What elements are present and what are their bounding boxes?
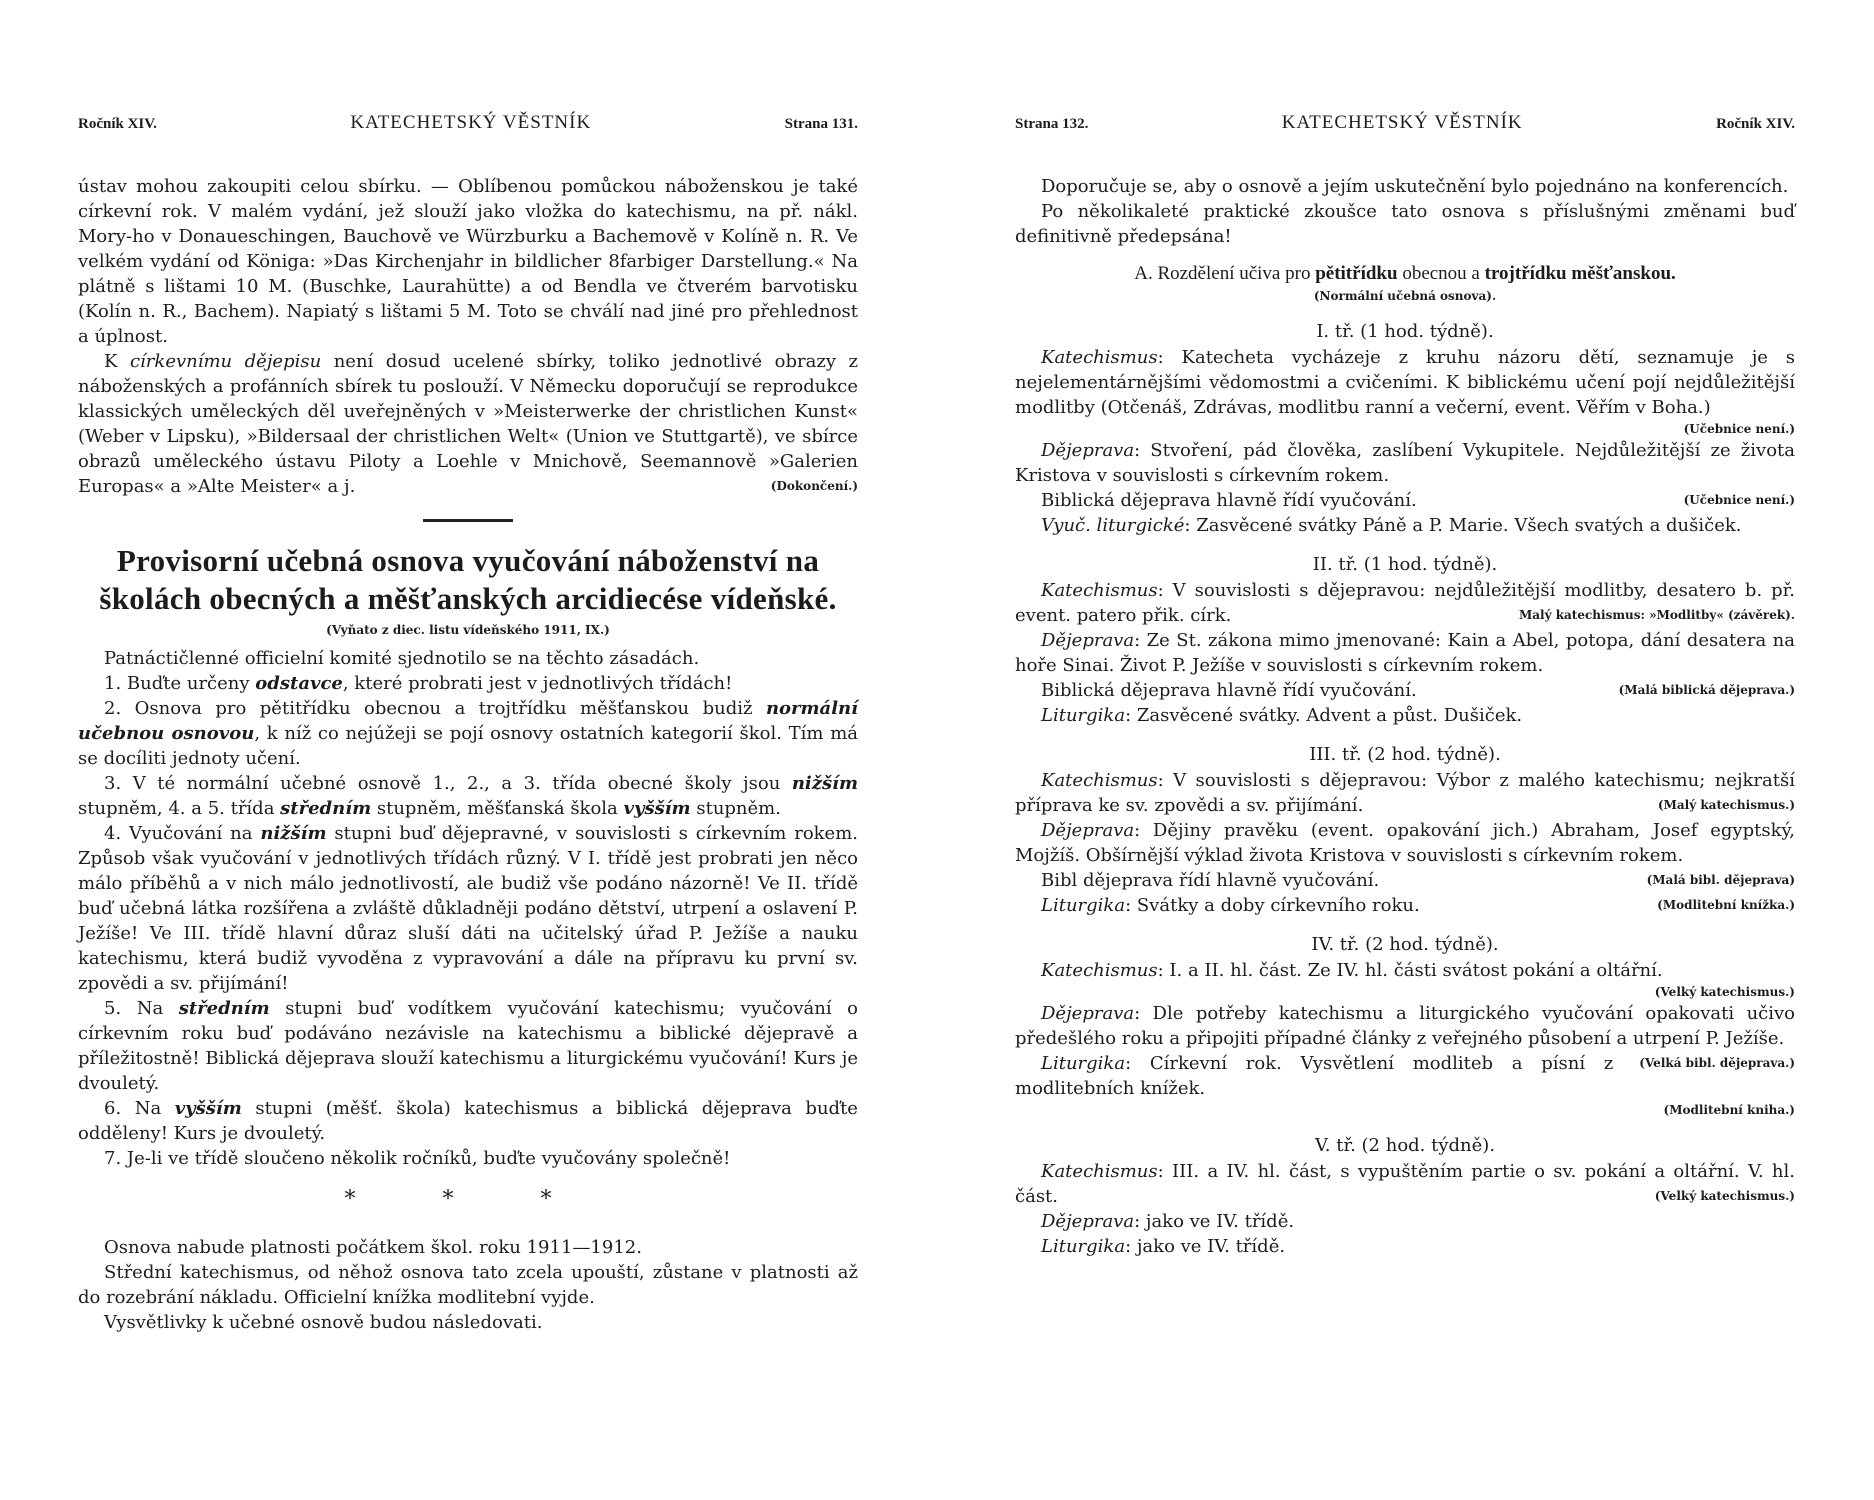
paragraph-church-history: K církevnímu dějepisu není dosud ucelené sbírky, toliko jednotlivé obrazy z náboženských a profánních sbírek tu poslouží. V Německu doporučují se reprodukce klassických uměleckých děl uveřejněných v »Meisterwerke der christlichen Kunst« (Weber v Lipsku), »Bildersaal der christlichen Welt« (Union ve Stuttgartě), ve sbírce obrazů uměleckého ústavu Piloty a Loehle v Mnichově, Seemannově »Galerien Europas« a »Alte Meister« a j. (Dokončení.) [78, 351, 858, 497]
curriculum-line: Dějeprava: Ze St. zákona mimo jmenované: Kain a Abel, potopa, dání desatera na hoře Sinai. Život P. Ježíše v souvislosti s církevním rokem. [1015, 630, 1795, 676]
textbook-note: (Učebnice není.) [1683, 422, 1795, 436]
section-stars: * * * [344, 1187, 592, 1212]
list-item: 6. Na vyšším stupni (měšť. škola) katechismus a biblická dějeprava buďte odděleny! Kurs je dvouletý. [78, 1098, 858, 1144]
journal-title: KATECHETSKÝ VĚSTNÍK [1281, 112, 1523, 133]
section-title: A. Rozdělení učiva pro pětitřídku obecnou a trojtřídku měšťanskou. [1134, 263, 1676, 284]
curriculum-line: Katechismus: V souvislosti s dějepravou: nejdůležitější modlitby, desatero b. př. event. patero přik. círk. Malý katechismus: »Modlitby« (závěrek). [1015, 580, 1795, 626]
right-column [1015, 174, 1795, 1259]
list-item: 5. Na středním stupni buď vodítkem vyučování katechismu; vyučování o církevním roku buď podáváno nezávisle na katechismu a biblické dějepravě a příležitostně! Biblická dějeprava slouží katechismu a liturgickému vyučování! Kurs je dvouletý. [78, 998, 858, 1094]
curriculum-line: Katechismus: III. a IV. hl. část, s vypuštěním partie o sv. pokání a oltářní. V. hl. část. (Velký katechismus.) [1015, 1161, 1795, 1207]
curriculum-line: Biblická dějeprava hlavně řídí vyučování. (Malá biblická dějeprava.) [1041, 680, 1795, 701]
curriculum-line: Vyuč. liturgické: Zasvěcené svátky Páně a P. Marie. Všech svatých a dušiček. [1041, 515, 1742, 536]
grade-heading: V. tř. (2 hod. týdně). [1314, 1135, 1496, 1156]
emphasis: církevnímu dějepisu [129, 351, 322, 372]
journal-title: KATECHETSKÝ VĚSTNÍK [350, 112, 592, 133]
article-source: (Vyňato z diec. listu vídeňského 1911, IX.) [326, 623, 610, 637]
curriculum-line: Katechismus: Katecheta vycházeje z kruhu názoru dětí, seznamuje je s nejelementárnějšími vědomostmi a cvičeními. K biblickému učení pojí nejdůležitější modlitby (Otčenáš, Zdrávas, modlitbu ranní a večerní, event. Věřím v Boha.) [1015, 347, 1795, 418]
page-number: Strana 131. [784, 116, 858, 132]
right-page [1015, 112, 1795, 1259]
curriculum-line: Katechismus: I. a II. hl. část. Ze IV. hl. části svátost pokání a oltářní. [1041, 960, 1663, 981]
running-head-right [1015, 112, 1795, 140]
running-head-left [78, 112, 858, 140]
list-item: 3. V té normální učebné osnově 1., 2., a 3. třída obecné školy jsou nižším stupněm, 4. a 5. třída středním stupněm, měšťanská škola vyšším stupněm. [78, 773, 858, 819]
volume-label: Ročník XIV. [78, 116, 157, 132]
volume-label: Ročník XIV. [1716, 116, 1795, 132]
paragraph-continued: ústav mohou zakoupiti celou sbírku. — Oblíbenou pomůckou náboženskou je také církevní rok. V malém vydání, jež slouží jako vložka do katechismu, na př. nákl. Mory-ho v Donaueschingen, Bauchově ve Würzburku a Bachemově v Kolíně n. R. Ve velkém vydání od Königa: »Das Kirchenjahr in bildlicher 8farbiger Darstellung.« Na plátně s lištami 10 M. (Buschke, Laurahütte) a od Bendla ve čtverém barvotisku (Kolín n. R., Bachem). Napiatý s lištami 5 M. Toto se chválí nad jiné pro přehlednost a úplnost. [78, 176, 858, 347]
curriculum-line: Liturgika: Církevní rok. Vysvětlení modliteb a písní z modlitebních knížek. [1015, 1053, 1614, 1099]
curriculum-line: Liturgika: jako ve IV. třídě. [1041, 1236, 1286, 1257]
to-be-continued-note: (Dokončení.) [770, 479, 858, 493]
article-intro: Patnáctičlenné officielní komité sjednotilo se na těchto zásadách. [104, 648, 700, 669]
list-item: 4. Vyučování na nižším stupni buď dějepravné, v souvislosti s církevním rokem. Způsob však vyučování v jednotlivých třídách různý. V I. třídě jest probrati jen něco málo příběhů a v nich málo jednotlivostí, ale budiž vše podáno názorně! Ve II. třídě buď učebná látka rozšířena a zvláště důkladněji podáno dětství, utrpení a oslavení P. Ježíše! Ve III. třídě hlavní důraz sluší dáti na učitelský úřad P. Ježíše a nauku katechismu, která budiž vyvoděna z vypravování a dále na přípravu ku první sv. zpovědi a sv. přijímání! [78, 823, 859, 994]
footer-paragraph: Osnova nabude platnosti počátkem škol. roku 1911—1912. [104, 1237, 642, 1258]
page-number: Strana 132. [1015, 116, 1089, 132]
curriculum-line: Dějeprava: Stvoření, pád člověka, zaslíbení Vykupitele. Nejdůležitější ze života Kristova v souvislosti s církevním rokem. [1015, 440, 1795, 486]
paragraph: Doporučuje se, aby o osnově a jejím uskutečnění bylo pojednáno na konferencích. [1041, 176, 1789, 197]
curriculum-line: Liturgika: Svátky a doby církevního roku. (Modlitební knížka.) [1041, 895, 1795, 916]
section-rule [423, 519, 513, 522]
curriculum-line: Liturgika: Zasvěcené svátky. Advent a půst. Dušiček. [1041, 705, 1523, 726]
curriculum-line: Bibl dějeprava řídí hlavně vyučování. (Malá bibl. dějeprava) [1041, 870, 1795, 891]
list-item: 1. Buďte určeny odstavce, které probrati jest v jednotlivých třídách! [104, 673, 733, 694]
left-page [78, 112, 858, 1335]
footer-paragraph: Střední katechismus, od něhož osnova tato zcela upouští, zůstane v platnosti až do rozebrání nákladu. Officielní knížka modlitební vyjde. [78, 1262, 858, 1308]
list-item: 2. Osnova pro pětitřídku obecnou a trojtřídku měšťanskou budiž normální učebnou osnovou, k níž co nejúžeji se pojí osnovy ostatních kategorií škol. Tím má se docíliti jednoty učení. [78, 698, 858, 769]
textbook-note: (Modlitební kniha.) [1663, 1103, 1795, 1117]
article-title: Provisorní učebná osnova vyučování náboženství na školách obecných a měšťanských arcidiecése vídeňské. [99, 543, 837, 616]
curriculum-line: Biblická dějeprava hlavně řídí vyučování. (Učebnice není.) [1041, 490, 1795, 511]
curriculum-line: Katechismus: V souvislosti s dějepravou: Výbor z malého katechismu; nejkratší příprava ke sv. zpovědi a sv. přijímání. (Malý katechismus.) [1015, 770, 1795, 816]
footer-paragraph: Vysvětlivky k učebné osnově budou následovati. [104, 1312, 543, 1333]
curriculum-line: Dějeprava: jako ve IV. třídě. [1041, 1211, 1295, 1232]
grade-heading: IV. tř. (2 hod. týdně). [1311, 934, 1499, 955]
grade-heading: II. tř. (1 hod. týdně). [1312, 554, 1498, 575]
textbook-note: (Velký katechismus.) [1654, 985, 1795, 999]
section-note: (Normální učebná osnova). [1313, 289, 1497, 303]
curriculum-line: Dějeprava: Dějiny pravěku (event. opakování jich.) Abraham, Josef egyptský, Mojžíš. Obšírnější výklad života Kristova v souvislosti s církevním rokem. [1015, 820, 1795, 866]
grade-heading: I. tř. (1 hod. týdně). [1316, 321, 1494, 342]
grade-heading: III. tř. (2 hod. týdně). [1309, 744, 1501, 765]
list-item: 7. Je-li ve třídě sloučeno několik ročníků, buďte vyučovány společně! [104, 1148, 731, 1169]
paragraph: Po několikaleté praktické zkoušce tato osnova s příslušnými změnami buď definitivně předepsána! [1015, 201, 1795, 247]
left-column [78, 174, 858, 1335]
curriculum-line: Dějeprava: Dle potřeby katechismu a liturgického vyučování opakovati učivo předešlého roku a připojiti případné články z veřejného působení a utrpení P. Ježíše. (Velká bibl. dějeprava.) [1015, 1003, 1795, 1070]
